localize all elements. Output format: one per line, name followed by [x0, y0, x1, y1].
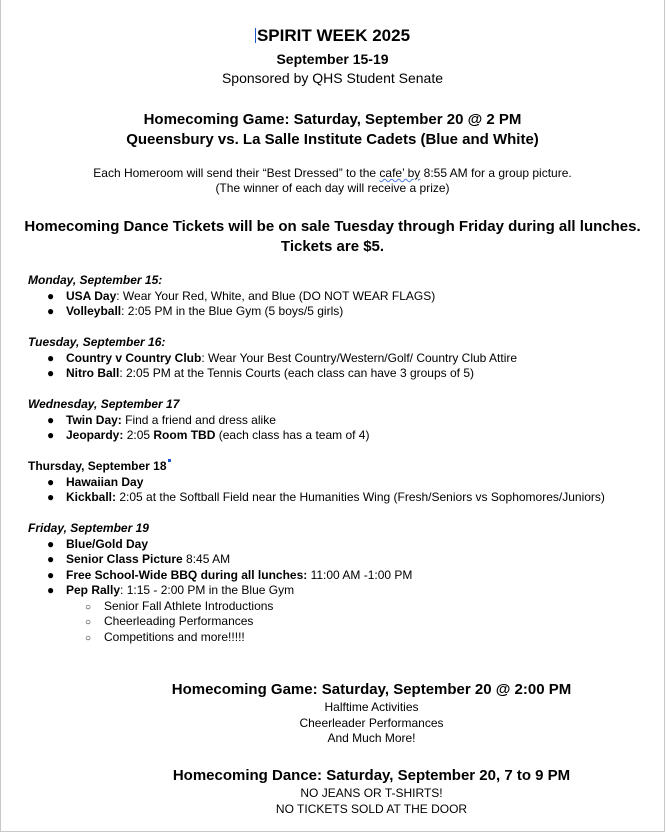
week-dates: September 15-19 [276, 51, 389, 67]
list-item: ● Kickball: 2:05 at the Softball Field near the Humanities Wing (Fresh/Seniors vs Sophomores/Juniors) [47, 490, 605, 504]
day-heading-thursday: Thursday, September 18 [28, 459, 171, 473]
document-title: SPIRIT WEEK 2025 [256, 26, 411, 45]
list-item: ● Country v Country Club: Wear Your Best Country/Western/Golf/ Country Club Attire [47, 351, 518, 365]
list-item: ● USA Day: Wear Your Red, White, and Blue (DO NOT WEAR FLAGS) [47, 289, 436, 303]
spelling-squiggle[interactable]: cafe’ by [379, 166, 421, 180]
dance-tickets-line1: Homecoming Dance Tickets will be on sale Tuesday through Friday during all lunches. [24, 218, 641, 235]
bottom-game-line: Cheerleader Performances [299, 716, 444, 730]
day-heading-friday: Friday, September 19 [28, 521, 149, 535]
game-intro-line2: Queensbury vs. La Salle Institute Cadets (Blue and White) [126, 131, 539, 148]
day-heading-monday: Monday, September 15: [28, 273, 163, 287]
list-item: ● Pep Rally: 1:15 - 2:00 PM in the Blue Gym [47, 583, 295, 597]
list-item: ● Free School-Wide BBQ during all lunches: 11:00 AM -1:00 PM [47, 568, 413, 582]
dance-tickets-line2: Tickets are $5. [280, 238, 385, 255]
list-item: ● Twin Day: Find a friend and dress alike [47, 413, 276, 427]
game-intro-line1: Homecoming Game: Saturday, September 20 @ 2 PM [143, 111, 522, 128]
list-item: ● Jeopardy: 2:05 Room TBD (each class has a team of 4) [47, 428, 370, 442]
sub-list-item: ○ Competitions and more!!!!! [85, 630, 245, 644]
sub-list-item: ○ Cheerleading Performances [85, 614, 254, 628]
bottom-dance-line: NO JEANS OR T-SHIRTS! [300, 786, 443, 800]
list-item: ● Blue/Gold Day [47, 537, 149, 551]
selection-handle[interactable] [168, 459, 171, 462]
day-heading-wednesday: Wednesday, September 17 [28, 397, 180, 411]
list-item: ● Volleyball: 2:05 PM in the Blue Gym (5 boys/5 girls) [47, 304, 344, 318]
bottom-game-line: Halftime Activities [324, 700, 419, 714]
sponsor-line: Sponsored by QHS Student Senate [221, 70, 444, 86]
text-cursor [255, 28, 256, 43]
homeroom-note-line1: Each Homeroom will send their “Best Dressed” to the cafe’ by 8:55 AM for a group picture. [93, 166, 572, 180]
bottom-dance-line: NO TICKETS SOLD AT THE DOOR [275, 802, 468, 816]
bottom-game-title: Homecoming Game: Saturday, September 20 @ 2:00 PM [171, 681, 572, 698]
list-item: ● Nitro Ball: 2:05 PM at the Tennis Courts (each class can have 3 groups of 5) [47, 366, 474, 380]
day-heading-tuesday: Tuesday, September 16: [28, 335, 166, 349]
sub-list-item: ○ Senior Fall Athlete Introductions [85, 599, 274, 613]
list-item: ● Senior Class Picture 8:45 AM [47, 552, 231, 566]
homeroom-note-line2: (The winner of each day will receive a prize) [215, 181, 450, 195]
bottom-dance-title: Homecoming Dance: Saturday, September 20, 7 to 9 PM [172, 767, 571, 784]
bottom-game-line: And Much More! [327, 731, 416, 745]
list-item: ● Hawaiian Day [47, 475, 144, 489]
